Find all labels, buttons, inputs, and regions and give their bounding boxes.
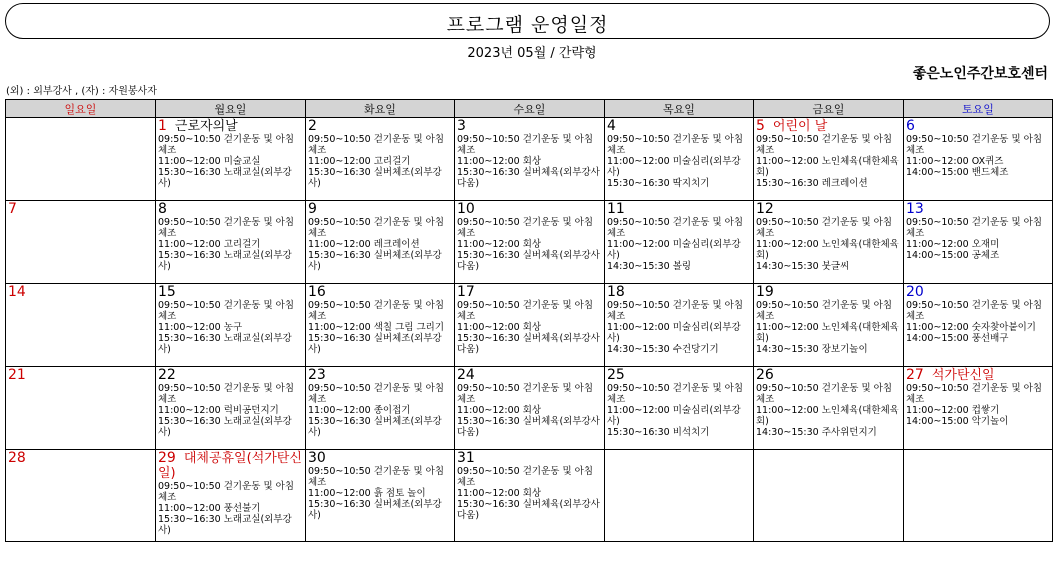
- day-cell: [904, 118, 1053, 201]
- day-number: 22: [158, 367, 176, 383]
- program-entry: 15:30~16:30 노래교실(외부강사): [158, 250, 292, 272]
- weekday-header-thu: 목요일: [605, 100, 754, 118]
- day-number: 30: [308, 450, 326, 466]
- day-cell: [156, 118, 306, 201]
- day-number: 12: [756, 201, 774, 217]
- weekday-header-tue: 화요일: [306, 100, 455, 118]
- weekday-header-sun: 일요일: [6, 100, 156, 118]
- day-label: [158, 285, 303, 300]
- program-entry: 09:50~10:50 걷기운동 및 아침체조: [308, 217, 445, 239]
- program-entry: 09:50~10:50 걷기운동 및 아침체조: [457, 383, 594, 405]
- day-cell: [455, 284, 605, 367]
- day-cell: [306, 118, 455, 201]
- day-cell: [605, 118, 754, 201]
- day-cell: [156, 284, 306, 367]
- day-cell: [6, 284, 156, 367]
- day-label: [756, 119, 901, 134]
- day-number: 16: [308, 284, 326, 300]
- day-number: 5: [756, 118, 765, 134]
- day-cell: [455, 118, 605, 201]
- week-row: [6, 284, 1053, 367]
- program-entry: 15:30~16:30 실버체육(외부강사 다움): [457, 416, 600, 438]
- program-entry: 11:00~12:00 럭비공던지기: [158, 405, 279, 416]
- center-name: 좋은노인주간보호센터: [912, 66, 1048, 82]
- day-cell: [455, 367, 605, 450]
- program-entry: 09:50~10:50 걷기운동 및 아침체조: [607, 300, 744, 322]
- program-entry: 11:00~12:00 미술교실: [158, 156, 261, 167]
- week-row: [6, 367, 1053, 450]
- program-entry: 11:00~12:00 농구: [158, 322, 243, 333]
- day-label: [756, 202, 901, 217]
- day-label: [457, 119, 602, 134]
- day-label: [906, 119, 1050, 134]
- day-number: 14: [8, 284, 26, 300]
- day-number: 31: [457, 450, 475, 466]
- day-number: 11: [607, 201, 625, 217]
- program-entry: 14:00~15:00 악기놀이: [906, 416, 1009, 427]
- day-label: [457, 451, 602, 466]
- program-entry: 09:50~10:50 걷기운동 및 아침체조: [756, 134, 893, 156]
- day-cell: [156, 367, 306, 450]
- program-entry: 15:30~16:30 실버체조(외부강사): [308, 167, 442, 189]
- day-label: [607, 202, 751, 217]
- day-cell: [904, 367, 1053, 450]
- day-label: [457, 202, 602, 217]
- program-entry: 15:30~16:30 노래교실(외부강사): [158, 514, 292, 536]
- weekday-header-sat: 토요일: [904, 100, 1053, 118]
- program-entry: 14:00~15:00 공체조: [906, 250, 1000, 261]
- day-label: [607, 119, 751, 134]
- program-entry: 15:30~16:30 딱지치기: [607, 178, 710, 189]
- program-entry: 14:30~15:30 수건당기기: [607, 344, 719, 355]
- program-entry: 15:30~16:30 실버체육(외부강사 다움): [457, 167, 600, 189]
- program-entry: 11:00~12:00 흙 점토 놀이: [308, 488, 426, 499]
- day-cell: [904, 450, 1053, 542]
- day-cell: [6, 367, 156, 450]
- program-entry: 11:00~12:00 회상: [457, 405, 542, 416]
- day-cell: [605, 201, 754, 284]
- day-number: 24: [457, 367, 475, 383]
- program-entry: 09:50~10:50 걷기운동 및 아침체조: [756, 217, 893, 239]
- day-cell: [904, 284, 1053, 367]
- program-entry: 09:50~10:50 걷기운동 및 아침체조: [607, 383, 744, 405]
- holiday-name: 어린이 날: [772, 119, 828, 134]
- program-entry: 09:50~10:50 걷기운동 및 아침체조: [457, 217, 594, 239]
- program-entry: 15:30~16:30 노래교실(외부강사): [158, 167, 292, 189]
- day-number: 9: [308, 201, 317, 217]
- program-entry: 15:30~16:30 실버체육(외부강사 다움): [457, 250, 600, 272]
- program-entry: 09:50~10:50 걷기운동 및 아침체조: [308, 300, 445, 322]
- program-entry: 11:00~12:00 노인체육(대한체육회): [756, 322, 899, 344]
- day-label: [607, 368, 751, 383]
- program-entry: 15:30~16:30 비석치기: [607, 427, 710, 438]
- program-entry: 15:30~16:30 노래교실(외부강사): [158, 416, 292, 438]
- program-entry: 11:00~12:00 레크레이션: [308, 239, 420, 250]
- program-entry: 11:00~12:00 색칠 그림 그리기: [308, 322, 445, 333]
- day-cell: [904, 201, 1053, 284]
- day-cell: [156, 201, 306, 284]
- weekday-header-mon: 월요일: [156, 100, 306, 118]
- program-entry: 11:00~12:00 회상: [457, 156, 542, 167]
- program-entry: 14:30~15:30 붓글씨: [756, 261, 850, 272]
- day-cell: [306, 450, 455, 542]
- program-entry: 11:00~12:00 종이접기: [308, 405, 411, 416]
- program-entry: 09:50~10:50 걷기운동 및 아침체조: [756, 300, 893, 322]
- program-entry: 15:30~16:30 실버체조(외부강사): [308, 499, 442, 521]
- program-entry: 11:00~12:00 고리걸기: [158, 239, 261, 250]
- day-label: [158, 451, 303, 481]
- title-box: [5, 3, 1050, 39]
- holiday-name: 근로자의날: [174, 119, 238, 134]
- day-number: 1: [158, 118, 167, 134]
- program-entry: 14:30~15:30 볼링: [607, 261, 692, 272]
- program-entry: 11:00~12:00 노인체육(대한체육회): [756, 405, 899, 427]
- program-entry: 11:00~12:00 고리걸기: [308, 156, 411, 167]
- day-number: 13: [906, 201, 924, 217]
- day-number: 20: [906, 284, 924, 300]
- day-label: [8, 368, 153, 383]
- program-entry: 11:00~12:00 오재미: [906, 239, 1000, 250]
- day-number: 28: [8, 450, 26, 466]
- day-label: [8, 451, 153, 466]
- day-cell: [754, 118, 904, 201]
- day-label: [457, 368, 602, 383]
- program-entry: 09:50~10:50 걷기운동 및 아침체조: [158, 300, 295, 322]
- day-label: [906, 285, 1050, 300]
- day-number: 21: [8, 367, 26, 383]
- day-label: [906, 368, 1050, 383]
- page-title: 프로그램 운영일정: [446, 14, 609, 36]
- program-entry: 09:50~10:50 걷기운동 및 아침체조: [457, 466, 594, 488]
- day-cell: [605, 284, 754, 367]
- day-cell: [605, 450, 754, 542]
- program-entry: 09:50~10:50 걷기운동 및 아침체조: [607, 134, 744, 156]
- program-entry: 09:50~10:50 걷기운동 및 아침체조: [158, 217, 295, 239]
- day-cell: [306, 284, 455, 367]
- day-label: [8, 285, 153, 300]
- day-cell: [156, 450, 306, 542]
- program-entry: 09:50~10:50 걷기운동 및 아침체조: [607, 217, 744, 239]
- program-entry: 09:50~10:50 걷기운동 및 아침체조: [308, 466, 445, 488]
- program-entry: 11:00~12:00 노인체육(대한체육회): [756, 239, 899, 261]
- program-entry: 09:50~10:50 걷기운동 및 아침체조: [457, 300, 594, 322]
- day-number: 26: [756, 367, 774, 383]
- day-cell: [754, 367, 904, 450]
- day-label: [906, 202, 1050, 217]
- program-entry: 09:50~10:50 걷기운동 및 아침체조: [457, 134, 594, 156]
- program-entry: 09:50~10:50 걷기운동 및 아침체조: [158, 383, 295, 405]
- program-entry: 09:50~10:50 걷기운동 및 아침체조: [308, 134, 445, 156]
- day-number: 17: [457, 284, 475, 300]
- page-subtitle: 2023년 05월 / 간략형: [467, 46, 597, 61]
- day-label: [756, 285, 901, 300]
- day-number: 10: [457, 201, 475, 217]
- holiday-name: 대체공휴일(석가탄신일): [158, 451, 302, 481]
- program-entry: 15:30~16:30 실버체조(외부강사): [308, 250, 442, 272]
- program-entry: 09:50~10:50 걷기운동 및 아침체조: [906, 383, 1043, 405]
- program-entry: 14:30~15:30 주사위던지기: [756, 427, 877, 438]
- day-cell: [6, 450, 156, 542]
- day-number: 19: [756, 284, 774, 300]
- day-label: [607, 285, 751, 300]
- day-number: 29: [158, 450, 176, 466]
- program-entry: 15:30~16:30 실버체조(외부강사): [308, 333, 442, 355]
- day-number: 2: [308, 118, 317, 134]
- day-cell: [605, 367, 754, 450]
- day-label: [158, 119, 303, 134]
- program-entry: 11:00~12:00 풍선불기: [158, 503, 261, 514]
- program-entry: 09:50~10:50 걷기운동 및 아침체조: [308, 383, 445, 405]
- day-number: 18: [607, 284, 625, 300]
- day-label: [308, 202, 452, 217]
- legend: (외) : 외부강사 , (자) : 자원봉사자: [6, 86, 157, 97]
- day-label: [308, 285, 452, 300]
- day-label: [158, 368, 303, 383]
- day-number: 15: [158, 284, 176, 300]
- program-entry: 11:00~12:00 회상: [457, 322, 542, 333]
- day-number: 4: [607, 118, 616, 134]
- day-cell: [754, 284, 904, 367]
- program-entry: 09:50~10:50 걷기운동 및 아침체조: [906, 134, 1043, 156]
- day-label: [158, 202, 303, 217]
- program-entry: 14:30~15:30 장보기놀이: [756, 344, 868, 355]
- day-cell: [754, 450, 904, 542]
- weekday-header-row: [6, 100, 1053, 118]
- day-label: [756, 368, 901, 383]
- day-number: 3: [457, 118, 466, 134]
- program-entry: 15:30~16:30 실버체육(외부강사 다움): [457, 499, 600, 521]
- day-number: 6: [906, 118, 915, 134]
- program-entry: 11:00~12:00 미술심리(외부강사): [607, 156, 741, 178]
- week-row: [6, 201, 1053, 284]
- day-number: 23: [308, 367, 326, 383]
- day-cell: [6, 118, 156, 201]
- program-entry: 11:00~12:00 OX퀴즈: [906, 156, 1004, 167]
- holiday-name: 석가탄신일: [931, 368, 995, 383]
- program-entry: 11:00~12:00 숫자찾아붙이기: [906, 322, 1036, 333]
- program-entry: 15:30~16:30 실버체조(외부강사): [308, 416, 442, 438]
- calendar-table: [5, 99, 1053, 542]
- weekday-header-fri: 금요일: [754, 100, 904, 118]
- program-entry: 11:00~12:00 컵쌓기: [906, 405, 1000, 416]
- program-entry: 09:50~10:50 걷기운동 및 아침체조: [158, 134, 295, 156]
- day-number: 7: [8, 201, 17, 217]
- program-entry: 15:30~16:30 실버체육(외부강사 다움): [457, 333, 600, 355]
- day-cell: [306, 201, 455, 284]
- day-number: 8: [158, 201, 167, 217]
- program-entry: 15:30~16:30 레크레이션: [756, 178, 868, 189]
- day-number: 25: [607, 367, 625, 383]
- program-entry: 09:50~10:50 걷기운동 및 아침체조: [158, 481, 295, 503]
- program-entry: 09:50~10:50 걷기운동 및 아침체조: [906, 300, 1043, 322]
- day-cell: [455, 450, 605, 542]
- program-entry: 15:30~16:30 노래교실(외부강사): [158, 333, 292, 355]
- day-cell: [6, 201, 156, 284]
- program-entry: 09:50~10:50 걷기운동 및 아침체조: [906, 217, 1043, 239]
- program-entry: 14:00~15:00 밴드체조: [906, 167, 1009, 178]
- program-entry: 11:00~12:00 회상: [457, 488, 542, 499]
- program-entry: 09:50~10:50 걷기운동 및 아침체조: [756, 383, 893, 405]
- day-label: [8, 202, 153, 217]
- day-cell: [306, 367, 455, 450]
- program-entry: 11:00~12:00 회상: [457, 239, 542, 250]
- day-label: [308, 368, 452, 383]
- day-number: 27: [906, 367, 924, 383]
- program-entry: 11:00~12:00 노인체육(대한체육회): [756, 156, 899, 178]
- day-label: [308, 451, 452, 466]
- program-entry: 11:00~12:00 미술심리(외부강사): [607, 322, 741, 344]
- day-cell: [455, 201, 605, 284]
- weekday-header-wed: 수요일: [455, 100, 605, 118]
- program-entry: 14:00~15:00 풍선배구: [906, 333, 1009, 344]
- day-cell: [754, 201, 904, 284]
- day-label: [308, 119, 452, 134]
- day-label: [457, 285, 602, 300]
- week-row: [6, 118, 1053, 201]
- program-entry: 11:00~12:00 미술심리(외부강사): [607, 405, 741, 427]
- week-row: [6, 450, 1053, 542]
- program-entry: 11:00~12:00 미술심리(외부강사): [607, 239, 741, 261]
